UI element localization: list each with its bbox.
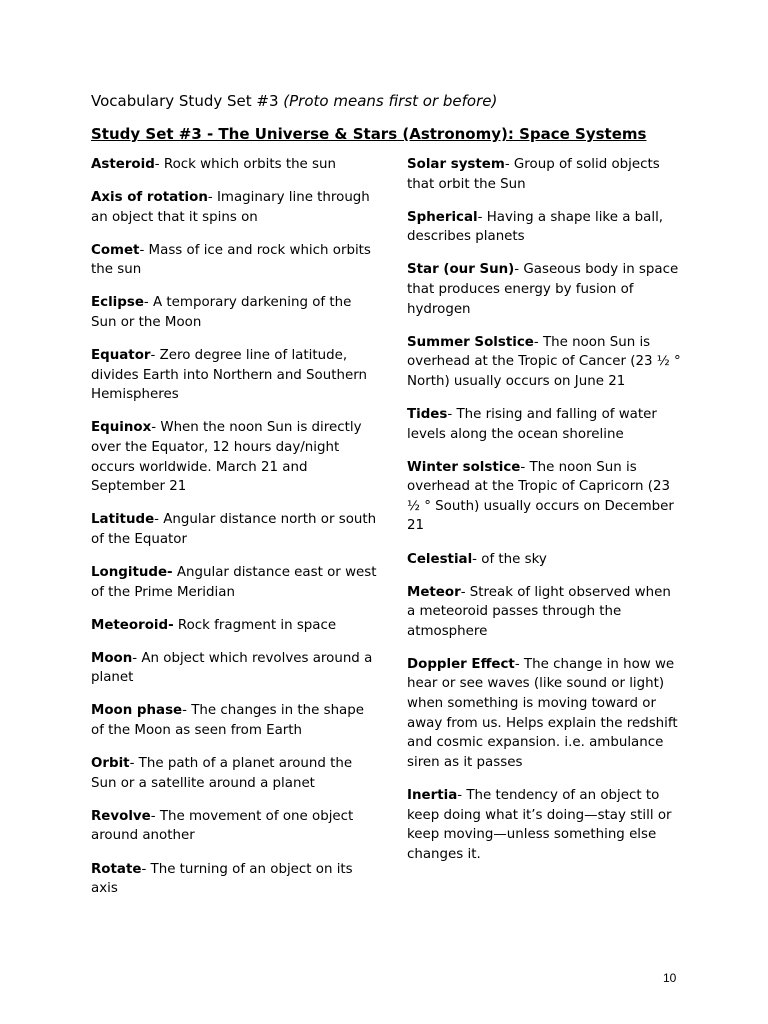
vocab-definition: Angular distance east or west of the Prime Meridian [91,565,377,600]
vocab-entry [91,293,381,332]
vocab-term: Rotate [91,861,142,877]
vocab-entry [91,616,381,636]
vocab-definition: - The tendency of an object to keep doing what it’s doing—stay still or keep moving—unless something else changes it. [407,787,672,862]
vocab-entry [91,701,381,740]
page-title [91,92,497,110]
vocab-entry [407,208,682,247]
vocab-definition: Rock fragment in space [173,617,337,633]
vocab-entry [91,346,381,405]
vocab-term: Winter solstice [407,459,521,475]
title-main: Vocabulary Study Set #3 [91,92,284,110]
vocab-entry [407,550,682,570]
vocab-entry [407,458,682,536]
vocab-term: Latitude [91,512,155,528]
vocab-definition: - The noon Sun is overhead at the Tropic of Cancer (23 ½ ° North) usually occurs on June 21 [407,334,681,389]
vocab-entry [91,418,381,496]
vocab-entry [407,155,682,194]
vocab-term: Meteoroid- [91,617,174,633]
vocab-definition: - Group of solid objects that orbit the Sun [407,157,660,192]
vocab-term: Doppler Effect [407,656,515,672]
vocab-definition: - The turning of an object on its axis [91,861,353,897]
vocab-entry [91,563,381,602]
vocab-term: Summer Solstice [407,334,534,350]
left-column [91,155,381,912]
vocab-term: Tides [407,406,448,422]
page-number: 10 [663,971,677,985]
vocab-definition: - Mass of ice and rock which orbits the sun [91,242,371,278]
vocab-entry [91,241,381,280]
vocab-entry [91,510,381,549]
vocab-entry [91,155,381,175]
vocab-definition: - Imaginary line through an object that it spins on [91,190,370,225]
vocab-entry [407,405,682,444]
vocab-entry [407,260,682,319]
vocab-definition: - The path of a planet around the Sun or a satellite around a planet [91,756,353,791]
vocab-definition: - Gaseous body in space that produces energy by fusion of hydrogen [407,262,679,317]
vocab-entry [407,583,682,642]
vocab-definition: - The change in how we hear or see waves (like sound or light) when something is moving toward or away from us. Helps explain the redshift and cosmic expansion. i.e. ambulance siren as it passes [407,656,678,770]
vocab-definition: - Angular distance north or south of the Equator [91,512,377,547]
vocab-term: Spherical [407,209,478,225]
vocab-entry [91,807,381,846]
vocab-definition: - An object which revolves around a planet [91,650,373,686]
vocab-definition: - Rock which orbits the sun [154,157,337,172]
vocab-term: Meteor [407,584,461,600]
vocab-definition: - of the sky [472,551,547,567]
vocab-term: Eclipse [91,295,144,311]
vocab-entry [91,754,381,793]
vocab-term: Longitude- [91,565,173,580]
vocab-definition: - Zero degree line of latitude, divides Earth into Northern and Southern Hemispheres [91,348,367,403]
vocab-definition: - When the noon Sun is directly over the Equator, 12 hours day/night occurs worldwide. March 21 and September 21 [91,420,362,495]
vocab-definition: - The movement of one object around another [91,808,354,844]
vocab-definition: - The changes in the shape of the Moon as seen from Earth [91,703,365,739]
vocab-term: Orbit [91,756,130,772]
vocab-term: Solar system [407,157,505,172]
right-column [407,155,682,878]
vocab-term: Comet [91,242,140,258]
vocab-entry [91,188,381,227]
vocab-entry [91,860,381,899]
vocab-term: Equator [91,348,151,364]
vocab-term: Inertia [407,787,458,803]
vocab-term: Asteroid [91,157,155,172]
vocab-entry [407,786,682,864]
title-note: (Proto means first or before) [283,92,498,110]
vocab-definition: - Having a shape like a ball, describes planets [407,209,664,245]
vocab-entry [407,333,682,392]
vocab-entry [91,649,381,688]
vocab-definition: - Streak of light observed when a meteoroid passes through the atmosphere [407,584,671,639]
vocab-term: Moon [91,650,133,666]
vocab-term: Axis of rotation [91,190,208,206]
vocab-term: Equinox [91,420,152,436]
section-heading: Study Set #3 - The Universe & Stars (Astronomy): Space Systems [91,125,647,143]
vocab-definition: - The rising and falling of water levels along the ocean shoreline [407,406,657,442]
vocab-definition: - A temporary darkening of the Sun or the Moon [91,295,352,331]
vocab-term: Revolve [91,808,151,824]
vocab-term: Star (our Sun) [407,262,515,278]
vocab-term: Moon phase [91,703,183,719]
vocab-definition: - The noon Sun is overhead at the Tropic of Capricorn (23 ½ ° South) usually occurs on December 21 [407,459,674,534]
vocab-term: Celestial [407,551,473,567]
vocab-entry [407,655,682,773]
